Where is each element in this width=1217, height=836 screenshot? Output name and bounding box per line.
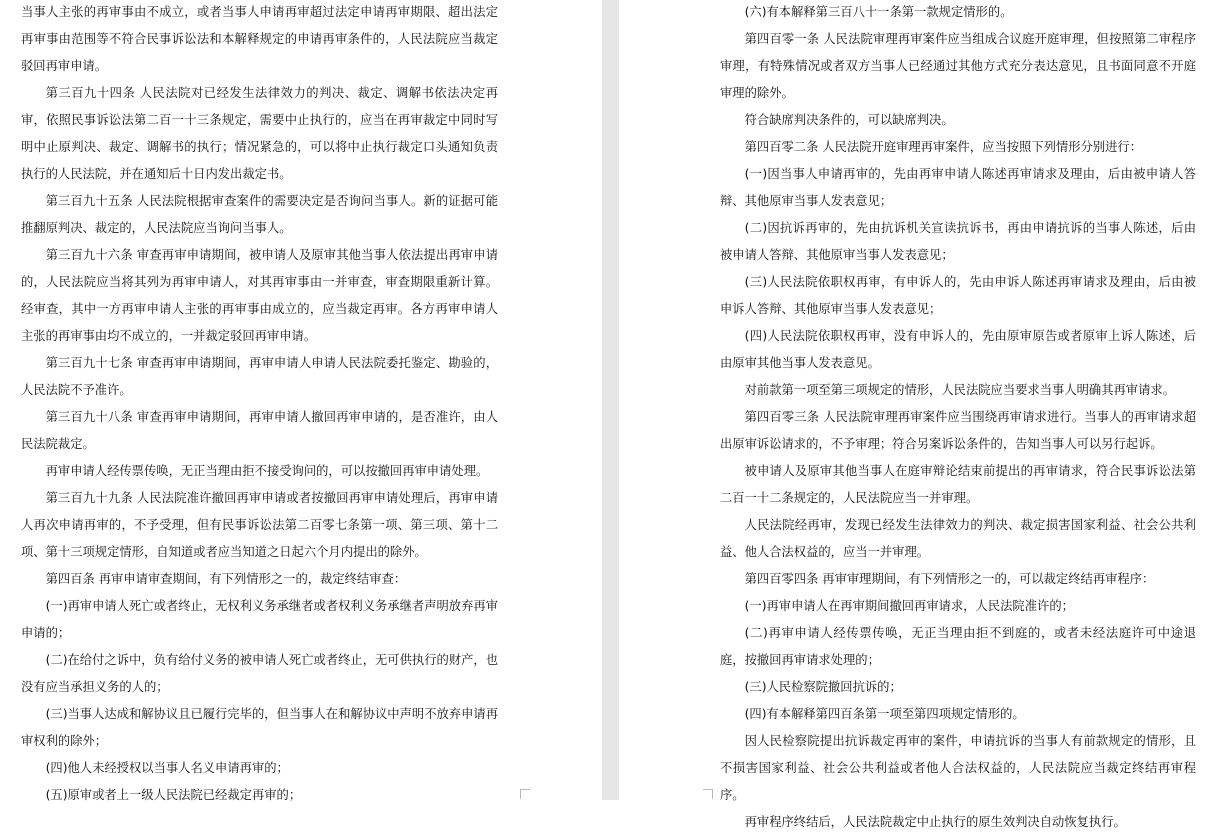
paragraph: 第四百零三条 人民法院审理再审案件应当围绕再审请求进行。当事人的再审请求超出原审诉讼请求的，不予审理；符合另案诉讼条件的，告知当事人可以另行起诉。	[720, 410, 1196, 451]
paragraph: (二)再审申请人经传票传唤，无正当理由拒不到庭的，或者未经法庭许可中途退庭，按撤回再审请求处理的；	[720, 626, 1196, 667]
paragraph: (三)当事人达成和解协议且已履行完毕的，但当事人在和解协议中声明不放弃申请再审权利的除外；	[21, 707, 498, 748]
paragraph: (五)原审或者上一级人民法院已经裁定再审的；	[45, 788, 302, 802]
paragraph: 第三百九十六条 审查再审申请期间，被申请人及原审其他当事人依法提出再审申请的，人民法院应当将其列为再审申请人，对其再审事由一并审查，审查期限重新计算。经审查，其中一方再审申请人主张的再审事由成立的，应当裁定再审。各方再审申请人主张的再审事由均不成立的，一并裁定驳回再审申请。	[21, 248, 498, 343]
page-text-column	[21, 0, 498, 809]
document-page-right	[619, 0, 1217, 829]
paragraph: 第四百条 再审申请审查期间，有下列情形之一的，裁定终结审查：	[45, 572, 407, 586]
paragraph: 当事人主张的再审事由不成立，或者当事人申请再审超过法定申请再审期限、超出法定再审事由范围等不符合民事诉讼法和本解释规定的申请再审条件的，人民法院应当裁定驳回再审申请。	[21, 5, 498, 73]
page-corner-mark	[520, 789, 530, 799]
paragraph: 被申请人及原审其他当事人在庭审辩论结束前提出的再审请求，符合民事诉讼法第二百一十二条规定的，人民法院应当一并审理。	[720, 464, 1196, 505]
paragraph: (一)再审申请人死亡或者终止，无权利义务承继者或者权利义务承继者声明放弃再审申请的；	[21, 599, 498, 640]
paragraph: 第三百九十七条 审查再审申请期间，再审申请人申请人民法院委托鉴定、勘验的，人民法院不予准许。	[21, 356, 498, 397]
paragraph: (一)因当事人申请再审的，先由再审申请人陈述再审请求及理由，后由被申请人答辩、其他原审当事人发表意见；	[720, 167, 1196, 208]
paragraph: 第三百九十四条 人民法院对已经发生法律效力的判决、裁定、调解书依法决定再审，依照民事诉讼法第二百一十三条规定，需要中止执行的，应当在再审裁定中同时写明中止原判决、裁定、调解书的执行；情况紧急的，可以将中止执行裁定口头通知负责执行的人民法院，并在通知后十日内发出裁定书。	[21, 86, 498, 181]
paragraph: 再审申请人经传票传唤，无正当理由拒不接受询问的，可以按撤回再审申请处理。	[45, 464, 489, 478]
page-gutter	[602, 0, 619, 800]
paragraph: (四)他人未经授权以当事人名义申请再审的；	[45, 761, 289, 775]
paragraph: 人民法院经再审，发现已经发生法律效力的判决、裁定损害国家利益、社会公共利益、他人合法权益的，应当一并审理。	[720, 518, 1196, 559]
paragraph: (三)人民检察院撤回抗诉的；	[744, 680, 902, 694]
paragraph: (一)再审申请人在再审期间撤回再审请求，人民法院准许的；	[744, 599, 1074, 613]
page-corner-mark	[703, 789, 713, 799]
paragraph: (三)人民法院依职权再审，有申诉人的，先由申诉人陈述再审请求及理由，后由被申诉人答辩、其他原审当事人发表意见；	[720, 275, 1196, 316]
paragraph: 第四百零二条 人民法院开庭审理再审案件，应当按照下列情形分别进行：	[744, 140, 1143, 154]
page-text-column	[720, 0, 1196, 836]
paragraph: 第三百九十八条 审查再审申请期间，再审申请人撤回再审申请的，是否准许，由人民法院裁定。	[21, 410, 498, 451]
paragraph: (二)因抗诉再审的，先由抗诉机关宣读抗诉书，再由申请抗诉的当事人陈述，后由被申请人答辩、其他原审当事人发表意见；	[720, 221, 1196, 262]
paragraph: 因人民检察院提出抗诉裁定再审的案件，申请抗诉的当事人有前款规定的情形，且不损害国家利益、社会公共利益或者他人合法权益的，人民法院应当裁定终结再审程序。	[720, 734, 1196, 802]
paragraph: 第三百九十五条 人民法院根据审查案件的需要决定是否询问当事人。新的证据可能推翻原判决、裁定的，人民法院应当询问当事人。	[21, 194, 498, 235]
paragraph: 第三百九十九条 人民法院准许撤回再审申请或者按撤回再审申请处理后，再审申请人再次申请再审的，不予受理，但有民事诉讼法第二百零七条第一项、第三项、第十二项、第十三项规定情形，自知道或者应当知道之日起六个月内提出的除外。	[21, 491, 498, 559]
paragraph: (六)有本解释第三百八十一条第一款规定情形的。	[744, 5, 1013, 19]
paragraph: (四)有本解释第四百条第一项至第四项规定情形的。	[744, 707, 1025, 721]
paragraph: 第四百零四条 再审审理期间，有下列情形之一的，可以裁定终结再审程序：	[744, 572, 1155, 586]
paragraph: 第四百零一条 人民法院审理再审案件应当组成合议庭开庭审理，但按照第二审程序审理，有特殊情况或者双方当事人已经通过其他方式充分表达意见，且书面同意不开庭审理的除外。	[720, 32, 1196, 100]
paragraph: 再审程序终结后，人民法院裁定中止执行的原生效判决自动恢复执行。	[744, 815, 1126, 829]
document-page-left	[0, 0, 602, 800]
paragraph: 对前款第一项至第三项规定的情形，人民法院应当要求当事人明确其再审请求。	[744, 383, 1175, 397]
paragraph: 符合缺席判决条件的，可以缺席判决。	[744, 113, 954, 127]
paragraph: (二)在给付之诉中，负有给付义务的被申请人死亡或者终止，无可供执行的财产，也没有应当承担义务的人的；	[21, 653, 498, 694]
paragraph: (四)人民法院依职权再审，没有申诉人的，先由原审原告或者原审上诉人陈述，后由原审其他当事人发表意见。	[720, 329, 1196, 370]
